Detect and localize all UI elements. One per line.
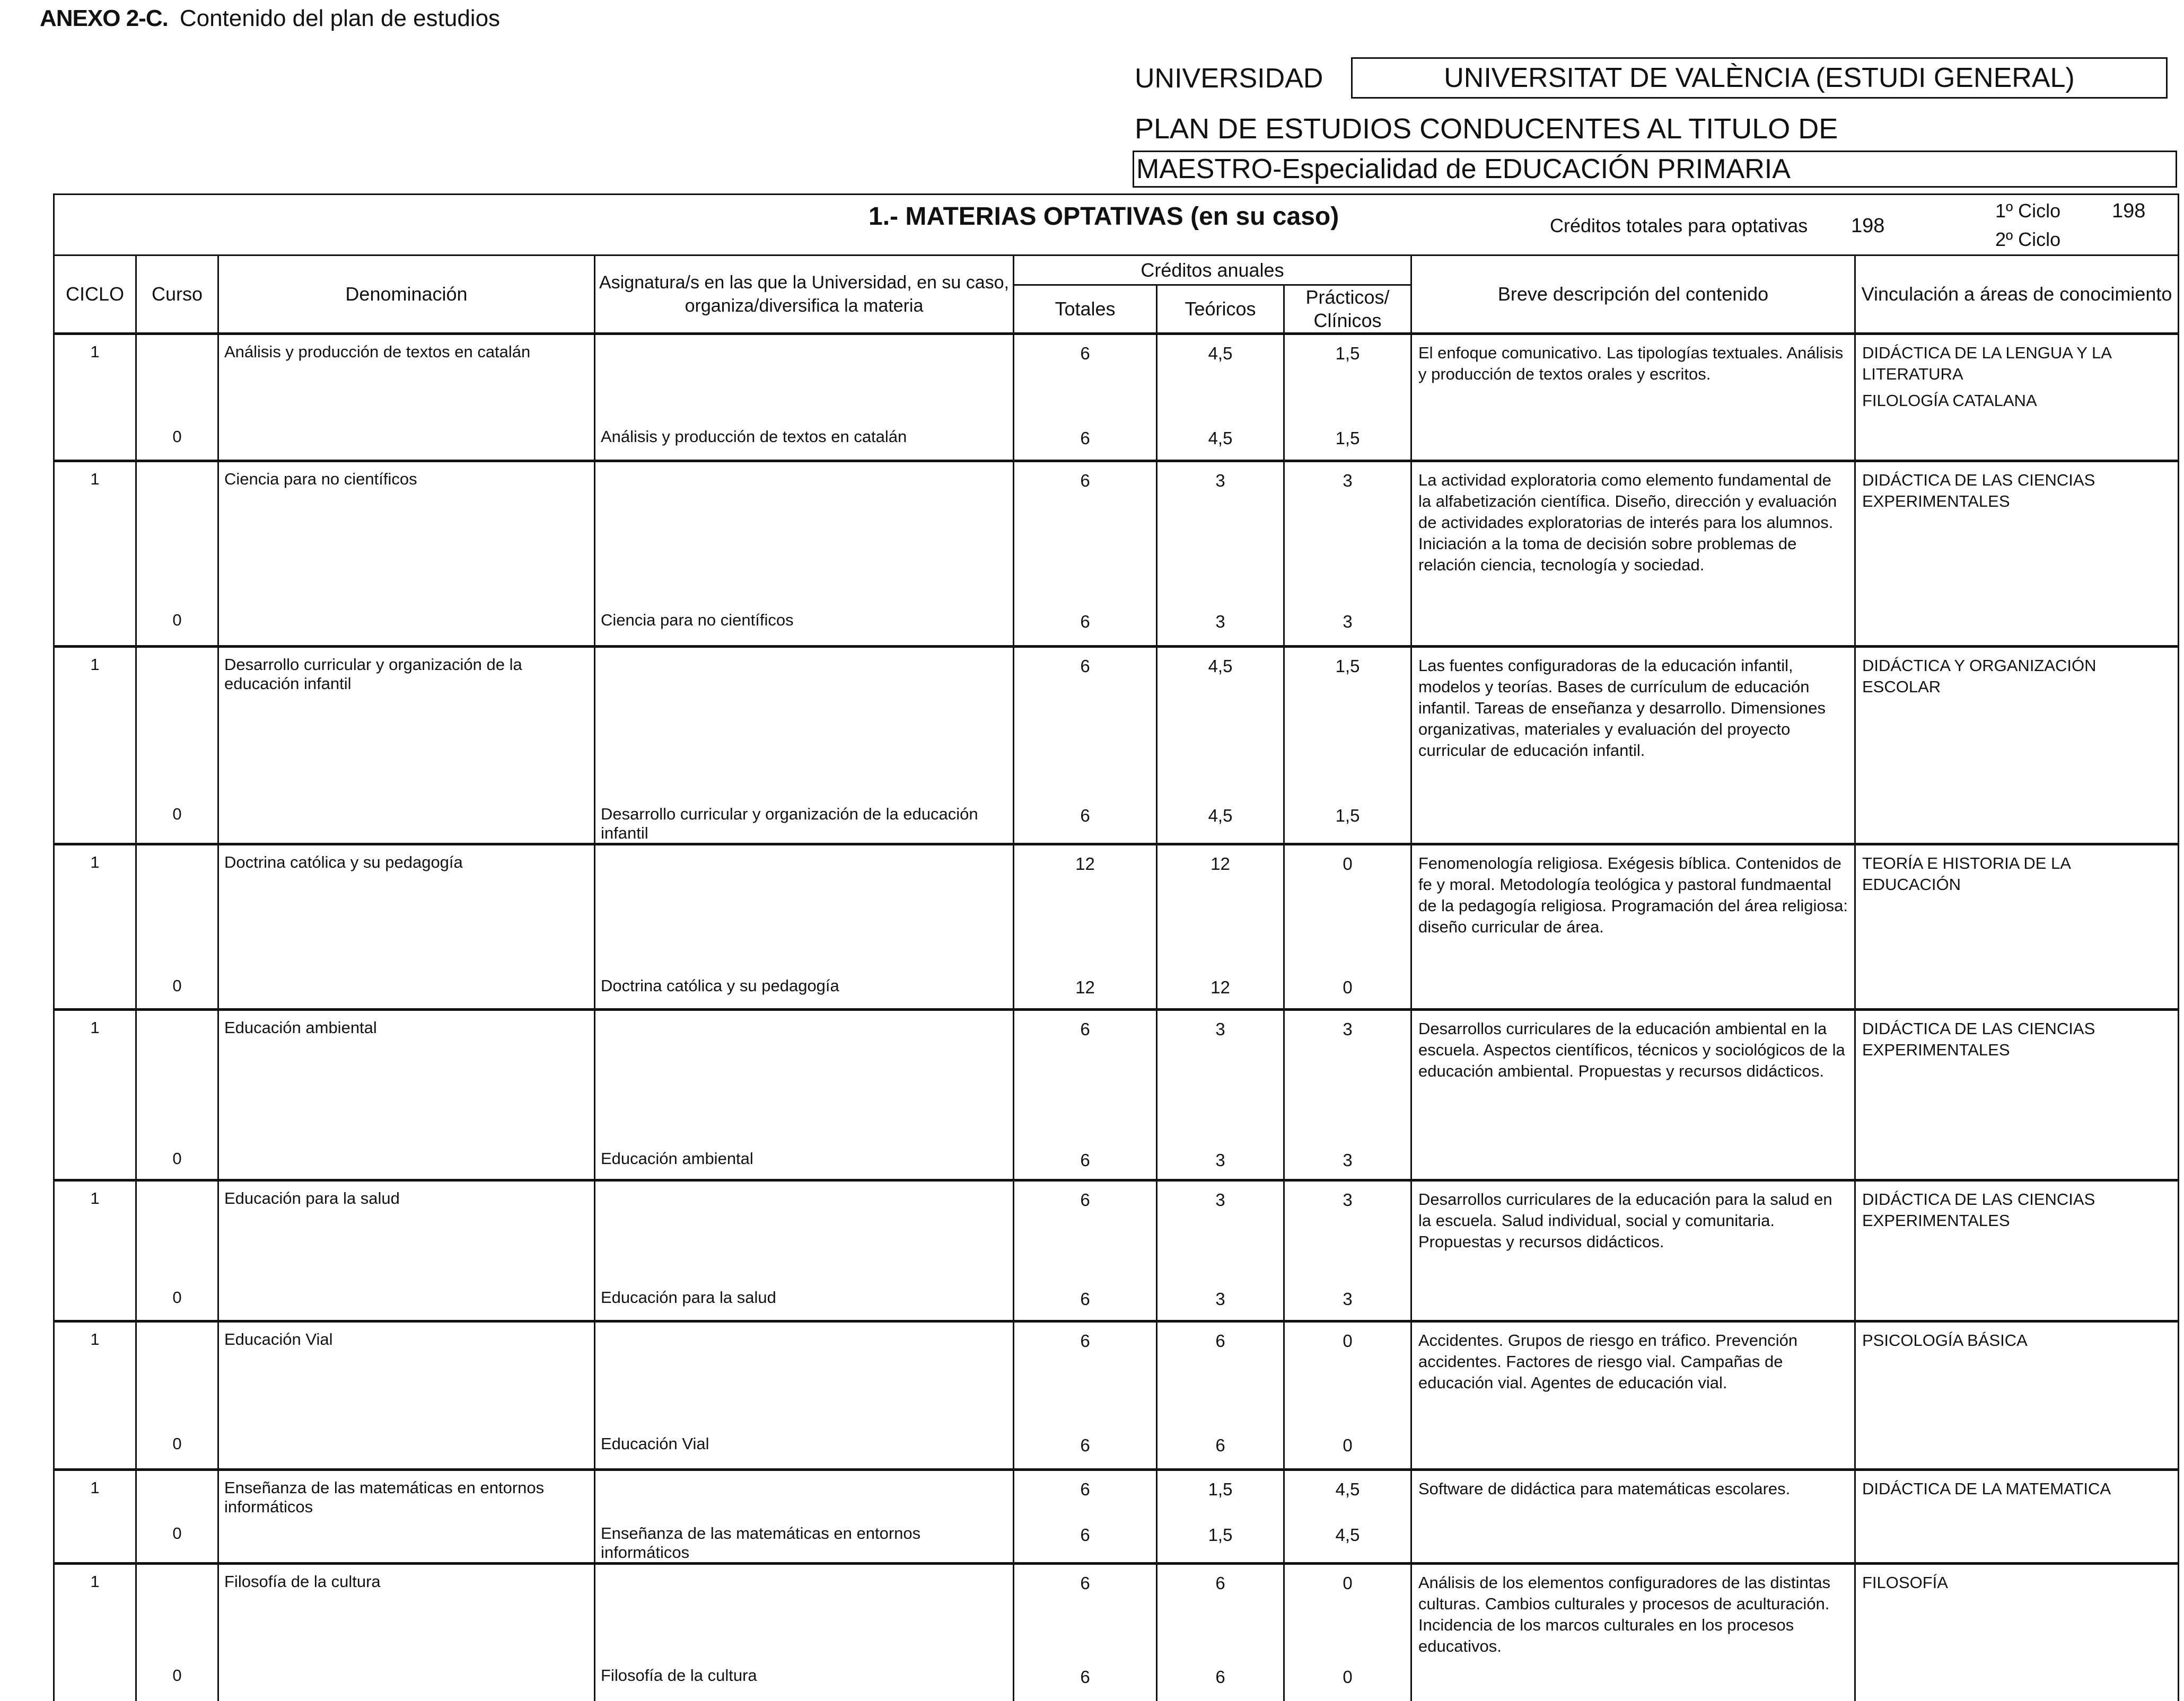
curso-cell: 0	[136, 1142, 218, 1180]
descripcion-cell: Análisis de los elementos configuradores de las distintas culturas. Cambios culturales y procesos de aculturación. Incidencia de los marcos culturales en los procesos educativos.	[1411, 1563, 1855, 1659]
practicos-cell: 0	[1284, 844, 1411, 969]
curso-cell: 0	[136, 1281, 218, 1321]
totales-cell: 6	[1014, 647, 1157, 797]
asig-practicos-cell: 0	[1284, 1427, 1411, 1469]
denominacion-cell-empty	[218, 1517, 595, 1564]
col-asignatura: Asignatura/s en las que la Universidad, en su caso, organiza/diversifica la materia	[595, 255, 1014, 334]
descripcion-cell-empty	[1411, 969, 1855, 1009]
asignatura-cell: Análisis y producción de textos en catalán	[595, 420, 1014, 461]
asignatura-cell: Educación para la salud	[595, 1281, 1014, 1321]
curso-cell-empty	[136, 461, 218, 603]
denominacion-cell: Educación para la salud	[218, 1180, 595, 1281]
totales-cell: 6	[1014, 461, 1157, 603]
subject-row	[54, 844, 2179, 969]
asignatura-cell: Doctrina católica y su pedagogía	[595, 969, 1014, 1009]
area-cell	[1855, 844, 2179, 969]
area-name: FILOSOFÍA	[1862, 1572, 2171, 1593]
ciclo-cell: 1	[54, 647, 136, 797]
subject-subrow	[54, 603, 2179, 647]
asig-totales-cell: 6	[1014, 1427, 1157, 1469]
totales-cell: 6	[1014, 1009, 1157, 1142]
col-denominacion: Denominación	[218, 255, 595, 334]
area-cell	[1855, 647, 2179, 797]
asig-totales-cell: 6	[1014, 1142, 1157, 1180]
curso-cell-empty	[136, 844, 218, 969]
teoricos-cell: 4,5	[1157, 334, 1284, 420]
optional-subjects-table	[53, 193, 2179, 1701]
teoricos-cell: 3	[1157, 461, 1284, 603]
ciclo-cell: 1	[54, 1009, 136, 1142]
curso-cell-empty	[136, 334, 218, 420]
annex-title: Contenido del plan de estudios	[180, 5, 500, 31]
asig-teoricos-cell: 3	[1157, 1142, 1284, 1180]
degree-title-field: MAESTRO-Especialidad de EDUCACIÓN PRIMARIA	[1133, 151, 2177, 188]
teoricos-cell: 1,5	[1157, 1469, 1284, 1517]
totales-cell: 6	[1014, 1321, 1157, 1427]
asignatura-cell: Educación Vial	[595, 1427, 1014, 1469]
area-name: DIDÁCTICA DE LAS CIENCIAS EXPERIMENTALES	[1862, 470, 2171, 512]
area-name: TEORÍA E HISTORIA DE LA EDUCACIÓN	[1862, 853, 2171, 895]
annex-heading	[40, 5, 500, 32]
descripcion-cell: Fenomenología religiosa. Exégesis bíblica. Contenidos de fe y moral. Metodología teológica y pastoral fundmaental de la pedagogía religiosa. Programación del área religiosa: diseño curricular de área.	[1411, 844, 1855, 969]
subject-row	[54, 1469, 2179, 1517]
cycle1-value: 198	[2112, 200, 2145, 223]
practicos-cell: 3	[1284, 1180, 1411, 1281]
teoricos-cell: 4,5	[1157, 647, 1284, 797]
denominacion-cell-empty	[218, 1659, 595, 1701]
asig-totales-cell: 6	[1014, 603, 1157, 647]
asig-teoricos-cell: 1,5	[1157, 1517, 1284, 1564]
asig-practicos-cell: 3	[1284, 1281, 1411, 1321]
plan-label: PLAN DE ESTUDIOS CONDUCENTES AL TITULO DE	[1135, 112, 1838, 145]
practicos-cell: 0	[1284, 1563, 1411, 1659]
asig-teoricos-cell: 12	[1157, 969, 1284, 1009]
asig-practicos-cell: 3	[1284, 1142, 1411, 1180]
subject-row	[54, 1321, 2179, 1427]
curso-cell-empty	[136, 1563, 218, 1659]
asig-teoricos-cell: 6	[1157, 1659, 1284, 1701]
totales-cell: 6	[1014, 1563, 1157, 1659]
descripcion-cell: Las fuentes configuradoras de la educación infantil, modelos y teorías. Bases de currículum de educación infantil. Tareas de enseñanza y desarrollo. Dimensiones organizativas, materiales y evaluación del proyecto curricular de educación infantil.	[1411, 647, 1855, 797]
area-cell-empty	[1855, 1281, 2179, 1321]
denominacion-cell-empty	[218, 603, 595, 647]
asig-teoricos-cell: 3	[1157, 603, 1284, 647]
total-credits-label: Créditos totales para optativas	[1550, 215, 1808, 237]
ciclo-cell-empty	[54, 603, 136, 647]
ciclo-cell: 1	[54, 1321, 136, 1427]
area-cell	[1855, 461, 2179, 603]
totales-cell: 6	[1014, 334, 1157, 420]
area-cell-empty	[1855, 1659, 2179, 1701]
area-cell	[1855, 1321, 2179, 1427]
denominacion-cell: Ciencia para no científicos	[218, 461, 595, 603]
col-practicos: Prácticos/ Clínicos	[1284, 285, 1411, 334]
asig-teoricos-cell: 4,5	[1157, 420, 1284, 461]
denominacion-cell: Análisis y producción de textos en catalán	[218, 334, 595, 420]
curso-cell-empty	[136, 1180, 218, 1281]
ciclo-cell: 1	[54, 334, 136, 420]
asignatura-cell-empty	[595, 1321, 1014, 1427]
ciclo-cell: 1	[54, 1180, 136, 1281]
subject-row	[54, 1009, 2179, 1142]
area-cell-empty	[1855, 797, 2179, 844]
subject-row	[54, 647, 2179, 797]
area-name: DIDÁCTICA DE LA MATEMATICA	[1862, 1478, 2171, 1500]
area-cell-empty	[1855, 969, 2179, 1009]
descripcion-cell: Software de didáctica para matemáticas escolares.	[1411, 1469, 1855, 1517]
totales-cell: 12	[1014, 844, 1157, 969]
denominacion-cell-empty	[218, 1281, 595, 1321]
ciclo-cell-empty	[54, 1427, 136, 1469]
asignatura-cell: Ciencia para no científicos	[595, 603, 1014, 647]
ciclo-cell: 1	[54, 461, 136, 603]
curso-cell: 0	[136, 1659, 218, 1701]
subject-row	[54, 461, 2179, 603]
col-teoricos: Teóricos	[1157, 285, 1284, 334]
asig-practicos-cell: 4,5	[1284, 1517, 1411, 1564]
descripcion-cell: Desarrollos curriculares de la educación ambiental en la escuela. Aspectos científicos, técnicos y sociológicos de la educación ambiental. Propuestas y recursos didácticos.	[1411, 1009, 1855, 1142]
subject-row	[54, 334, 2179, 420]
denominacion-cell: Enseñanza de las matemáticas en entornos informáticos	[218, 1469, 595, 1517]
practicos-cell: 4,5	[1284, 1469, 1411, 1517]
descripcion-cell: El enfoque comunicativo. Las tipologías textuales. Análisis y producción de textos orales y escritos.	[1411, 334, 1855, 420]
denominacion-cell-empty	[218, 1427, 595, 1469]
denominacion-cell: Filosofía de la cultura	[218, 1563, 595, 1659]
asig-teoricos-cell: 6	[1157, 1427, 1284, 1469]
asig-practicos-cell: 1,5	[1284, 797, 1411, 844]
area-name: DIDÁCTICA DE LAS CIENCIAS EXPERIMENTALES	[1862, 1189, 2171, 1231]
subject-subrow	[54, 1659, 2179, 1701]
practicos-cell: 0	[1284, 1321, 1411, 1427]
subject-subrow	[54, 1142, 2179, 1180]
denominacion-cell-empty	[218, 797, 595, 844]
ciclo-cell-empty	[54, 969, 136, 1009]
teoricos-cell: 3	[1157, 1180, 1284, 1281]
asig-practicos-cell: 3	[1284, 603, 1411, 647]
asig-totales-cell: 12	[1014, 969, 1157, 1009]
annex-code: ANEXO 2-C.	[40, 5, 168, 31]
subject-subrow	[54, 1427, 2179, 1469]
asig-totales-cell: 6	[1014, 420, 1157, 461]
curso-cell-empty	[136, 1009, 218, 1142]
asignatura-cell-empty	[595, 1009, 1014, 1142]
descripcion-cell-empty	[1411, 1517, 1855, 1564]
ciclo-cell-empty	[54, 797, 136, 844]
col-vinculacion: Vinculación a áreas de conocimiento	[1855, 255, 2179, 334]
descripcion-cell-empty	[1411, 1659, 1855, 1701]
total-credits-value: 198	[1851, 215, 1884, 237]
denominacion-cell: Educación ambiental	[218, 1009, 595, 1142]
section-header-row	[54, 195, 2179, 255]
asig-practicos-cell: 0	[1284, 969, 1411, 1009]
col-ciclo: CICLO	[54, 255, 136, 334]
descripcion-cell-empty	[1411, 1142, 1855, 1180]
area-cell-empty	[1855, 1142, 2179, 1180]
totales-cell: 6	[1014, 1180, 1157, 1281]
denominacion-cell: Educación Vial	[218, 1321, 595, 1427]
area-cell	[1855, 1009, 2179, 1142]
ciclo-cell: 1	[54, 1469, 136, 1517]
denominacion-cell-empty	[218, 1142, 595, 1180]
curso-cell-empty	[136, 1469, 218, 1517]
curso-cell: 0	[136, 969, 218, 1009]
cycle2-label: 2º Ciclo	[1995, 228, 2060, 251]
teoricos-cell: 12	[1157, 844, 1284, 969]
subject-subrow	[54, 1281, 2179, 1321]
denominacion-cell-empty	[218, 969, 595, 1009]
asig-totales-cell: 6	[1014, 1517, 1157, 1564]
cycle1-label: 1º Ciclo	[1995, 200, 2060, 222]
totales-cell: 6	[1014, 1469, 1157, 1517]
asignatura-cell: Filosofía de la cultura	[595, 1659, 1014, 1701]
teoricos-cell: 6	[1157, 1563, 1284, 1659]
ciclo-cell: 1	[54, 1563, 136, 1659]
table-body	[54, 334, 2179, 1701]
asig-totales-cell: 6	[1014, 1281, 1157, 1321]
area-cell	[1855, 334, 2179, 420]
ciclo-cell-empty	[54, 1142, 136, 1180]
descripcion-cell: La actividad exploratoria como elemento fundamental de la alfabetización científica. Diseño, dirección y evaluación de actividades exploratorias de interés para los alumnos. Iniciación a la toma de decisión sobre problemas de relación ciencia, tecnología y sociedad.	[1411, 461, 1855, 603]
area-cell-empty	[1855, 1517, 2179, 1564]
subject-subrow	[54, 797, 2179, 844]
ciclo-cell-empty	[54, 420, 136, 461]
practicos-cell: 1,5	[1284, 334, 1411, 420]
asignatura-cell-empty	[595, 334, 1014, 420]
asig-practicos-cell: 0	[1284, 1659, 1411, 1701]
subject-row	[54, 1563, 2179, 1659]
asignatura-cell-empty	[595, 1563, 1014, 1659]
asignatura-cell: Educación ambiental	[595, 1142, 1014, 1180]
descripcion-cell-empty	[1411, 797, 1855, 844]
area-cell-empty	[1855, 603, 2179, 647]
teoricos-cell: 3	[1157, 1009, 1284, 1142]
subject-row	[54, 1180, 2179, 1281]
subject-subrow	[54, 420, 2179, 461]
col-totales: Totales	[1014, 285, 1157, 334]
teoricos-cell: 6	[1157, 1321, 1284, 1427]
column-header-row	[54, 255, 2179, 285]
area-cell	[1855, 1469, 2179, 1517]
area-name: DIDÁCTICA Y ORGANIZACIÓN ESCOLAR	[1862, 655, 2171, 698]
curso-cell: 0	[136, 797, 218, 844]
asig-totales-cell: 6	[1014, 1659, 1157, 1701]
asignatura-cell-empty	[595, 1469, 1014, 1517]
curso-cell: 0	[136, 1427, 218, 1469]
subject-subrow	[54, 969, 2179, 1009]
asignatura-cell-empty	[595, 844, 1014, 969]
curso-cell: 0	[136, 603, 218, 647]
asig-totales-cell: 6	[1014, 797, 1157, 844]
practicos-cell: 3	[1284, 1009, 1411, 1142]
col-curso: Curso	[136, 255, 218, 334]
curso-cell-empty	[136, 647, 218, 797]
ciclo-cell: 1	[54, 844, 136, 969]
subject-subrow	[54, 1517, 2179, 1564]
descripcion-cell: Accidentes. Grupos de riesgo en tráfico. Prevención accidentes. Factores de riesgo vial. Campañas de educación vial. Agentes de educación vial.	[1411, 1321, 1855, 1427]
university-label: UNIVERSIDAD	[1135, 63, 1323, 94]
denominacion-cell: Doctrina católica y su pedagogía	[218, 844, 595, 969]
practicos-cell: 3	[1284, 461, 1411, 603]
asignatura-cell: Enseñanza de las matemáticas en entornos informáticos	[595, 1517, 1014, 1564]
area-cell	[1855, 1180, 2179, 1281]
curso-cell-empty	[136, 1321, 218, 1427]
asig-practicos-cell: 1,5	[1284, 420, 1411, 461]
curso-cell: 0	[136, 1517, 218, 1564]
asignatura-cell-empty	[595, 647, 1014, 797]
section-title: 1.- MATERIAS OPTATIVAS (en su caso)	[869, 202, 1339, 231]
area-name: PSICOLOGÍA BÁSICA	[1862, 1330, 2171, 1351]
curso-cell: 0	[136, 420, 218, 461]
denominacion-cell: Desarrollo curricular y organización de la educación infantil	[218, 647, 595, 797]
denominacion-cell-empty	[218, 420, 595, 461]
university-name-field: UNIVERSITAT DE VALÈNCIA (ESTUDI GENERAL)	[1351, 57, 2168, 99]
asignatura-cell-empty	[595, 461, 1014, 603]
area-name-secondary: FILOLOGÍA CATALANA	[1862, 390, 2171, 411]
area-cell-empty	[1855, 420, 2179, 461]
col-descripcion: Breve descripción del contenido	[1411, 255, 1855, 334]
area-name: DIDÁCTICA DE LAS CIENCIAS EXPERIMENTALES	[1862, 1018, 2171, 1061]
area-cell	[1855, 1563, 2179, 1659]
descripcion-cell-empty	[1411, 1427, 1855, 1469]
descripcion-cell-empty	[1411, 420, 1855, 461]
asig-teoricos-cell: 3	[1157, 1281, 1284, 1321]
descripcion-cell-empty	[1411, 1281, 1855, 1321]
descripcion-cell-empty	[1411, 603, 1855, 647]
asignatura-cell: Desarrollo curricular y organización de la educación infantil	[595, 797, 1014, 844]
ciclo-cell-empty	[54, 1517, 136, 1564]
asignatura-cell-empty	[595, 1180, 1014, 1281]
ciclo-cell-empty	[54, 1659, 136, 1701]
area-name: DIDÁCTICA DE LA LENGUA Y LA LITERATURA	[1862, 342, 2171, 385]
descripcion-cell: Desarrollos curriculares de la educación para la salud en la escuela. Salud individual, social y comunitaria. Propuestas y recursos didácticos.	[1411, 1180, 1855, 1281]
area-cell-empty	[1855, 1427, 2179, 1469]
col-creditos: Créditos anuales	[1014, 255, 1411, 285]
ciclo-cell-empty	[54, 1281, 136, 1321]
practicos-cell: 1,5	[1284, 647, 1411, 797]
asig-teoricos-cell: 4,5	[1157, 797, 1284, 844]
